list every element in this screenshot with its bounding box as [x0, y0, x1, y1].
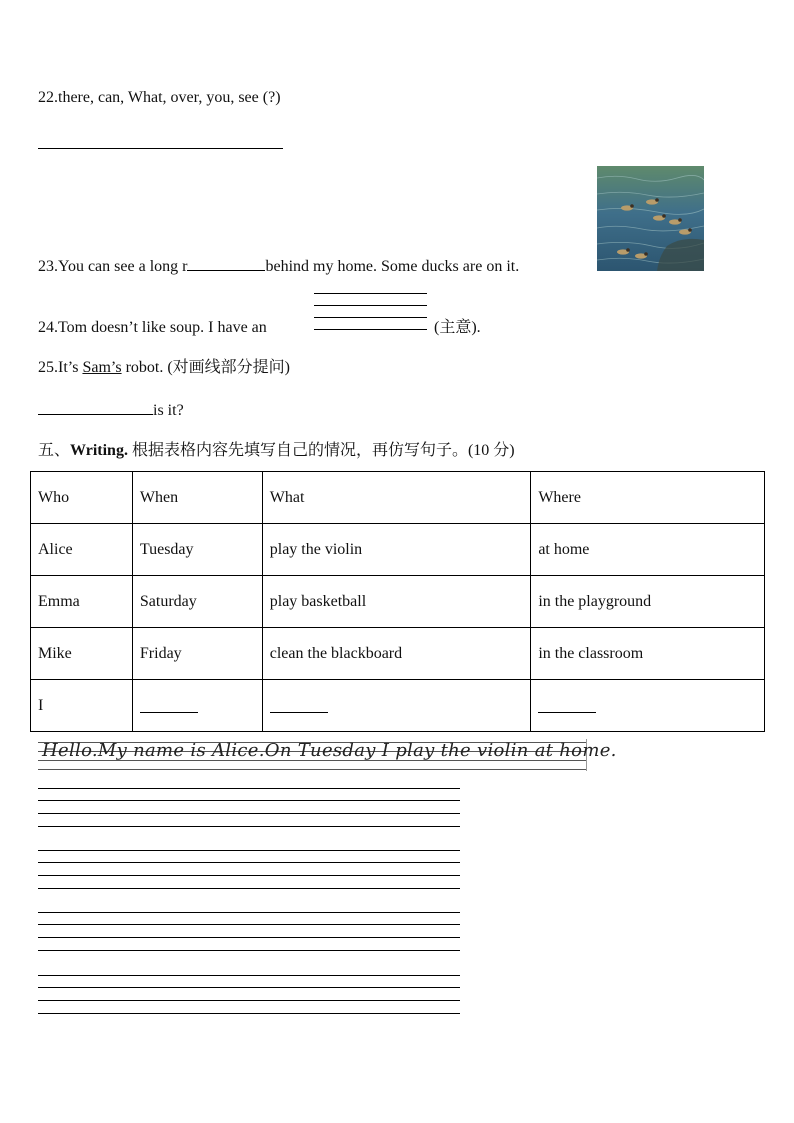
cell-where: in the playground: [531, 576, 765, 628]
practice-line: [38, 826, 460, 827]
example-sentence: Hello.My name is Alice.On Tuesday I play the violin at home.: [42, 740, 617, 761]
answer-blank-23[interactable]: [187, 256, 265, 271]
cell-what-self: [262, 680, 531, 732]
when-blank[interactable]: [140, 694, 198, 713]
answer-25: [38, 400, 184, 421]
header-where: Where: [531, 472, 765, 524]
practice-line: [38, 862, 460, 863]
question-23-after: behind my home. Some ducks are on it.: [265, 258, 520, 275]
practice-line: [38, 875, 460, 876]
cell-who: Alice: [31, 524, 133, 576]
river-ducks-image: [597, 166, 704, 271]
section-5-number: 五、: [38, 442, 71, 459]
answer-25-suffix: is it?: [153, 402, 184, 419]
practice-line: [38, 950, 460, 951]
cell-who: Emma: [31, 576, 133, 628]
cell-where: in the classroom: [531, 628, 765, 680]
what-blank[interactable]: [270, 694, 328, 713]
header-what: What: [262, 472, 531, 524]
practice-line: [38, 800, 460, 801]
cell-who: Mike: [31, 628, 133, 680]
header-when: When: [132, 472, 262, 524]
underlined-word: Sam’s: [82, 359, 122, 376]
cell-who-self: I: [31, 680, 133, 732]
practice-line: [38, 813, 460, 814]
cell-when: Friday: [132, 628, 262, 680]
practice-line: [38, 924, 460, 925]
practice-line: [38, 912, 460, 913]
section-5-heading: [38, 441, 515, 461]
question-25-suffix: robot. (对画线部分提问): [121, 359, 291, 376]
question-25: [38, 358, 290, 378]
question-23-before: 23.You can see a long r: [38, 258, 188, 275]
writing-table: [30, 471, 765, 732]
cell-where-self: [531, 680, 765, 732]
writing-line-24-a: [314, 293, 427, 294]
answer-line-22[interactable]: [38, 148, 283, 149]
cell-when: Saturday: [132, 576, 262, 628]
section-5-instructions: 根据表格内容先填写自己的情况，再仿写句子。(10 分): [127, 442, 515, 459]
practice-line: [38, 888, 460, 889]
practice-line: [38, 850, 460, 851]
practice-line: [38, 987, 460, 988]
cell-what: play basketball: [262, 576, 531, 628]
writing-line-24-c: [314, 317, 427, 318]
question-24-hint: (主意).: [434, 319, 481, 336]
practice-line: [38, 1000, 460, 1001]
question-22: 22.there, can, What, over, you, see (?): [38, 89, 281, 106]
practice-line: [38, 1013, 460, 1014]
practice-line: [38, 937, 460, 938]
practice-line: [38, 975, 460, 976]
question-24: 24.Tom doesn’t like soup. I have an: [38, 319, 267, 336]
writing-line-24-b: [314, 305, 427, 306]
section-5-title-bold: Writing.: [70, 442, 128, 459]
answer-blank-25[interactable]: [38, 400, 153, 415]
table-row: [31, 576, 765, 628]
practice-line: [38, 788, 460, 789]
example-sentence-box: [38, 739, 617, 771]
question-23: [38, 256, 519, 277]
question-25-prefix: 25.It’s: [38, 359, 83, 376]
cell-what: clean the blackboard: [262, 628, 531, 680]
table-row: [31, 524, 765, 576]
cell-when: Tuesday: [132, 524, 262, 576]
cell-when-self: [132, 680, 262, 732]
header-who: Who: [31, 472, 133, 524]
cell-what: play the violin: [262, 524, 531, 576]
answer-line-24[interactable]: [314, 329, 427, 330]
cell-where: at home: [531, 524, 765, 576]
table-header-row: [31, 472, 765, 524]
table-row: [31, 628, 765, 680]
where-blank[interactable]: [538, 694, 596, 713]
table-row-self: [31, 680, 765, 732]
